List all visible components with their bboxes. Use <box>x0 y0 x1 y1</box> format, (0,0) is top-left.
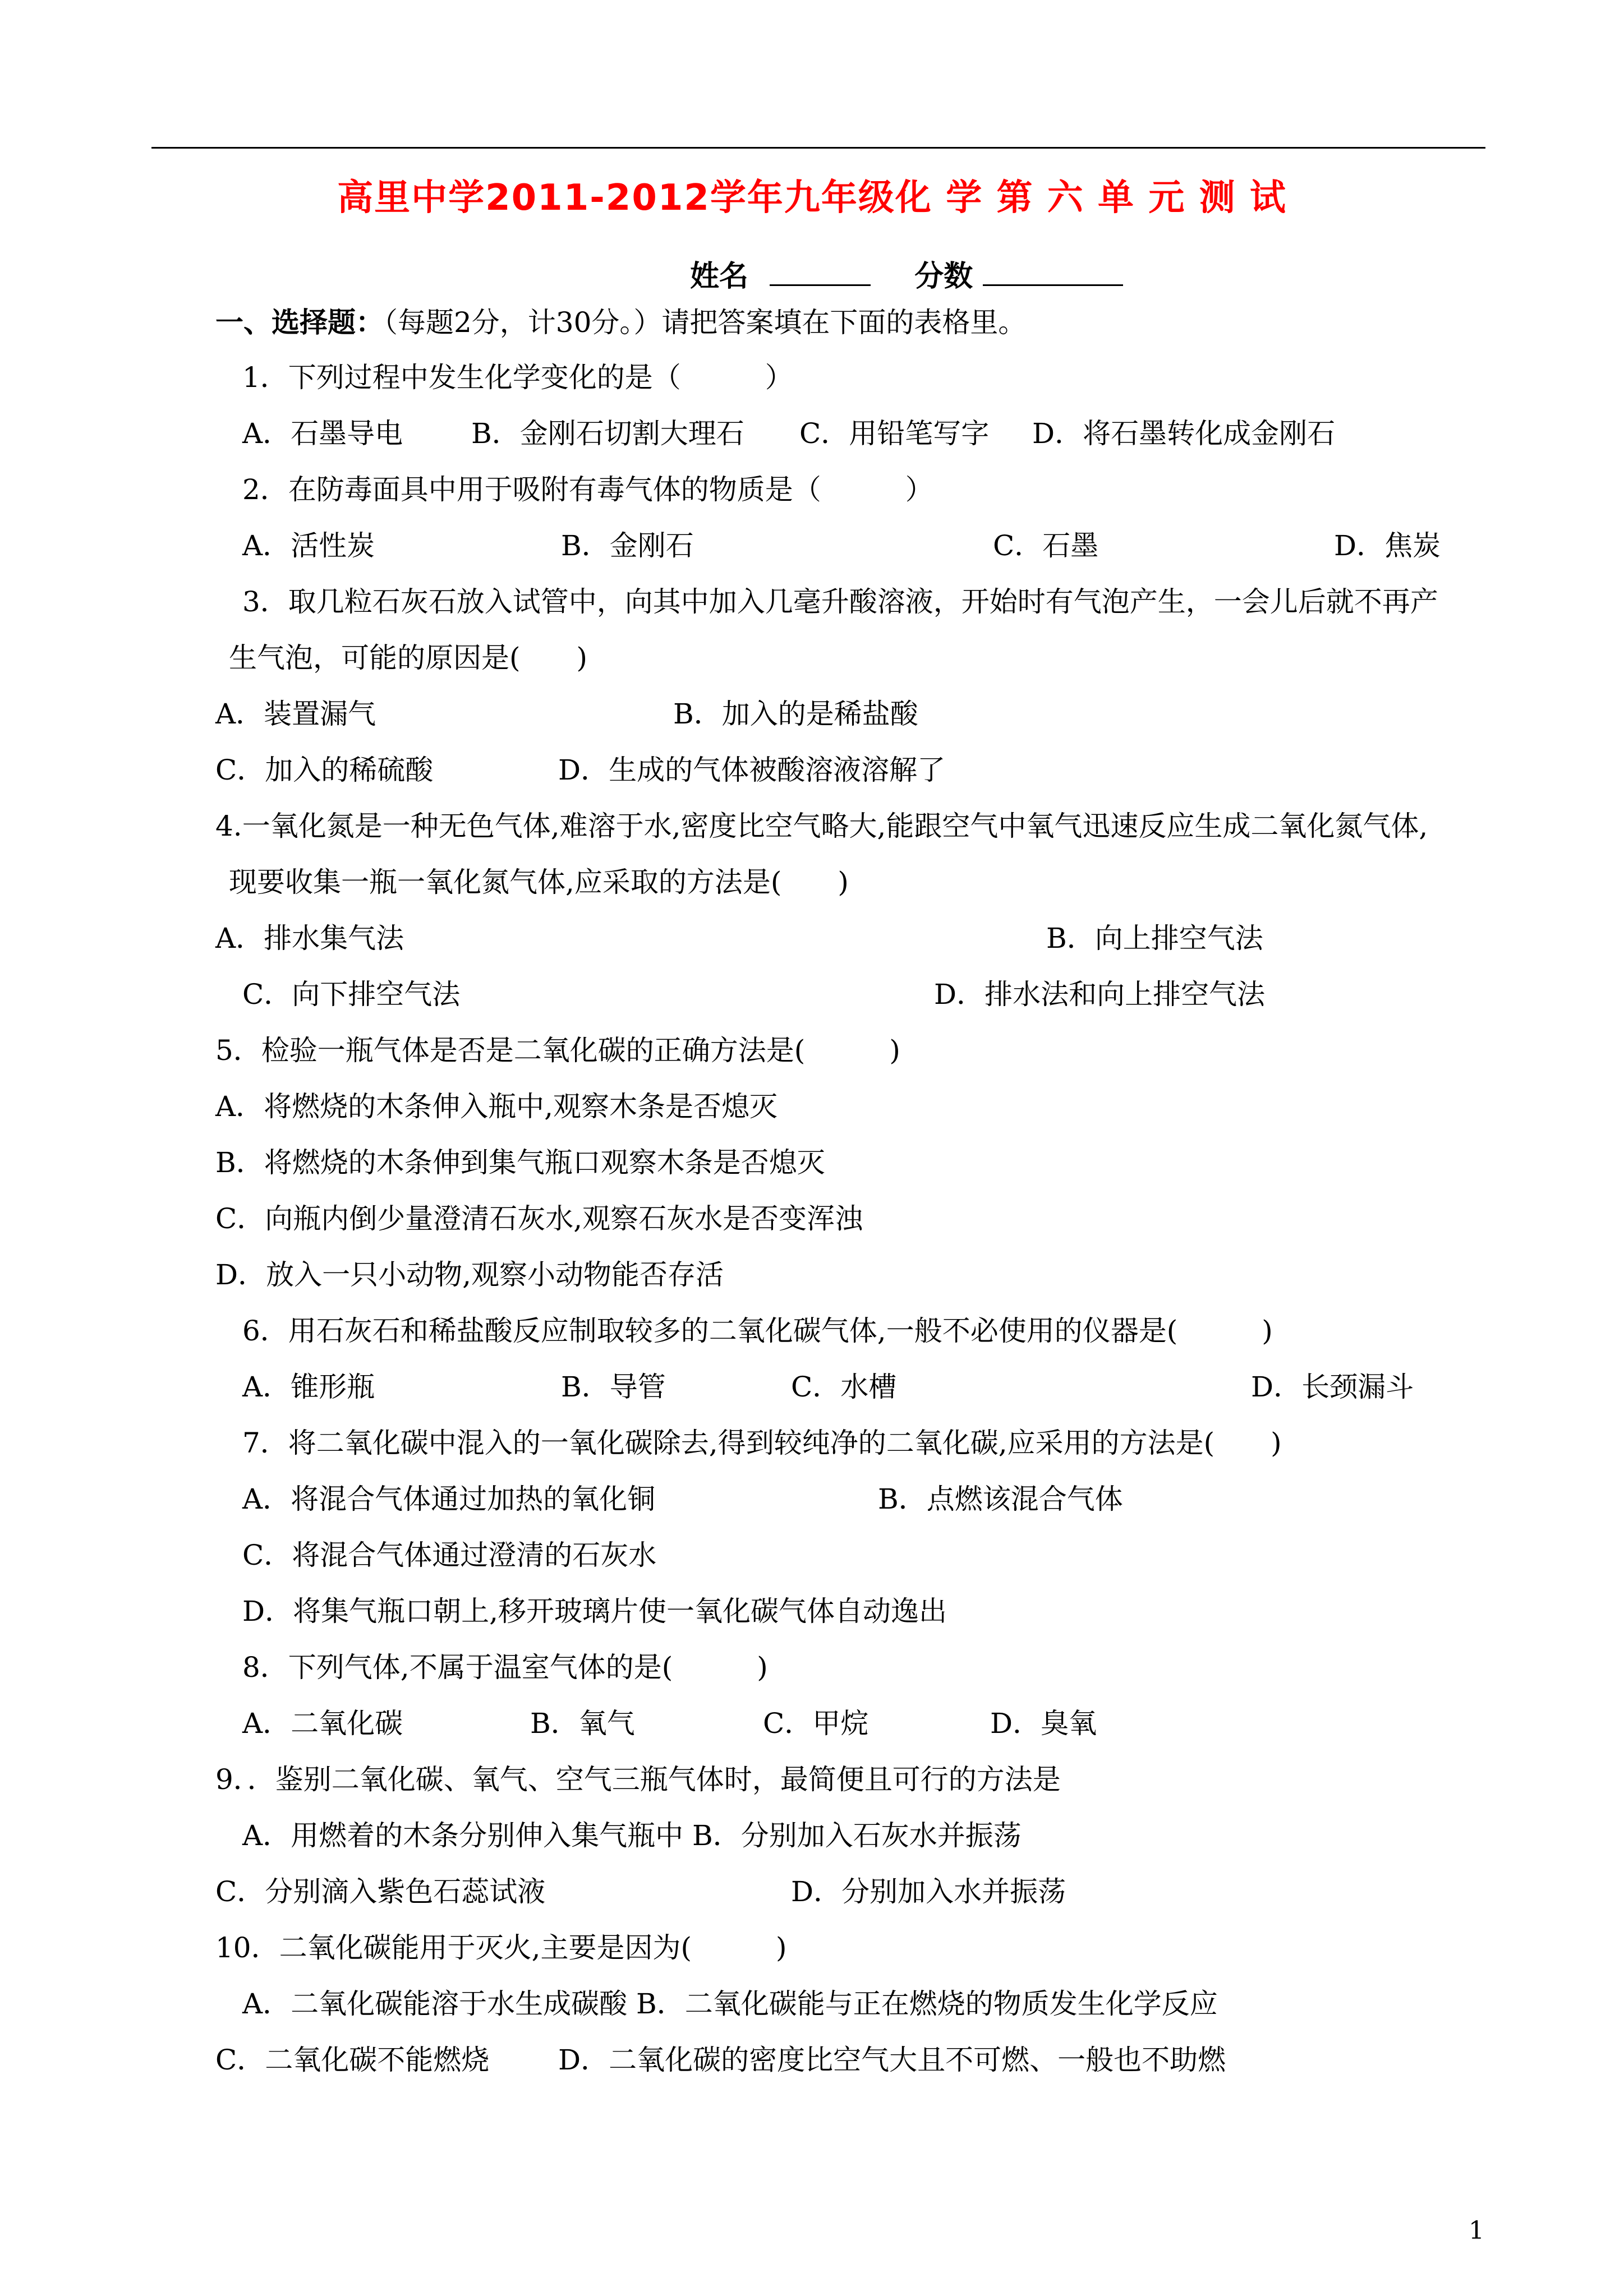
question-stem: 1．下列过程中发生化学变化的是（ ） <box>242 361 793 394</box>
question-stem: 10．二氧化碳能用于灭火,主要是因为( ) <box>215 1931 787 1964</box>
question-stem: 3．取几粒石灰石放入试管中，向其中加入几毫升酸溶液，开始时有气泡产生，一会儿后就不再产 <box>242 585 1438 618</box>
option[interactable]: C．向下排空气法 <box>242 978 461 1011</box>
option[interactable]: C．将混合气体通过澄清的石灰水 <box>242 1539 657 1571</box>
page-number: 1 <box>1469 2216 1484 2245</box>
option[interactable]: C．分别滴入紫色石蕊试液 <box>215 1875 546 1908</box>
name-score-row <box>690 255 1123 296</box>
score-label: 分数 <box>914 260 973 293</box>
option[interactable]: B．将燃烧的木条伸到集气瓶口观察木条是否熄灭 <box>215 1146 825 1179</box>
option[interactable]: D．将石墨转化成金刚石 <box>1032 417 1336 450</box>
question-stem: 5．检验一瓶气体是否是二氧化碳的正确方法是( ) <box>215 1034 900 1067</box>
option[interactable]: A．活性炭 <box>242 529 375 562</box>
option[interactable]: A．石墨导电 <box>242 417 403 450</box>
option[interactable]: D．长颈漏斗 <box>1251 1371 1414 1403</box>
option[interactable]: C．加入的稀硫酸 <box>215 754 434 786</box>
option[interactable]: A．用燃着的木条分别伸入集气瓶中 B．分别加入石灰水并振荡 <box>242 1819 1022 1852</box>
option[interactable]: D．排水法和向上排空气法 <box>934 978 1266 1011</box>
option[interactable]: A．将燃烧的木条伸入瓶中,观察木条是否熄灭 <box>215 1090 778 1123</box>
section-heading-row <box>215 303 1026 342</box>
option[interactable]: D．分别加入水并振荡 <box>791 1875 1066 1908</box>
option[interactable]: A．将混合气体通过加热的氧化铜 <box>242 1483 656 1515</box>
option[interactable]: C．水槽 <box>791 1371 897 1403</box>
option[interactable]: D．臭氧 <box>990 1707 1097 1740</box>
option[interactable]: B．向上排空气法 <box>1046 922 1263 955</box>
option[interactable]: A．锥形瓶 <box>242 1371 375 1403</box>
option[interactable]: B．导管 <box>561 1371 666 1403</box>
option[interactable]: B．点燃该混合气体 <box>878 1483 1123 1515</box>
question-stem: 7．将二氧化碳中混入的一氧化碳除去,得到较纯净的二氧化碳,应采用的方法是( ) <box>242 1427 1282 1459</box>
option[interactable]: C．二氧化碳不能燃烧 <box>215 2044 490 2076</box>
page-title: 高里中学2011-2012学年九年级化 学 第 六 单 元 测 试 <box>337 177 1287 219</box>
option[interactable]: D．生成的气体被酸溶液溶解了 <box>558 754 946 786</box>
question-stem-continued: 现要收集一瓶一氧化氮气体,应采取的方法是( ) <box>229 866 849 898</box>
option[interactable]: D．将集气瓶口朝上,移开玻璃片使一氧化碳气体自动逸出 <box>242 1595 947 1628</box>
question-stem: 2．在防毒面具中用于吸附有毒气体的物质是（ ） <box>242 473 933 506</box>
question-stem: 8．下列气体,不属于温室气体的是( ) <box>242 1651 768 1684</box>
score-blank[interactable] <box>983 255 1123 286</box>
option[interactable]: C．甲烷 <box>763 1707 869 1740</box>
option[interactable]: D．二氧化碳的密度比空气大且不可燃、一般也不助燃 <box>558 2044 1226 2076</box>
option[interactable]: D．焦炭 <box>1334 529 1441 562</box>
question-stem-continued: 生气泡，可能的原因是( ) <box>229 642 588 674</box>
option[interactable]: A．二氧化碳 <box>242 1707 403 1740</box>
header-rule <box>151 147 1485 149</box>
option[interactable]: A．排水集气法 <box>215 922 404 955</box>
option[interactable]: C．石墨 <box>993 529 1099 562</box>
option[interactable]: B．金刚石切割大理石 <box>471 417 744 450</box>
section-instruction: （每题2分，计30分。）请把答案填在下面的表格里。 <box>384 306 1027 339</box>
name-blank[interactable] <box>770 255 871 286</box>
option[interactable]: B．金刚石 <box>561 529 694 562</box>
option[interactable]: B．氧气 <box>530 1707 635 1740</box>
option[interactable]: C．向瓶内倒少量澄清石灰水,观察石灰水是否变浑浊 <box>215 1202 863 1235</box>
name-label: 姓名 <box>690 260 749 293</box>
section-heading: 一、选择题： <box>215 306 384 339</box>
option[interactable]: A．二氧化碳能溶于水生成碳酸 B．二氧化碳能与正在燃烧的物质发生化学反应 <box>242 1988 1218 2020</box>
option[interactable]: B．加入的是稀盐酸 <box>673 698 918 730</box>
option[interactable]: D．放入一只小动物,观察小动物能否存活 <box>215 1258 724 1291</box>
question-stem: 4.一氧化氮是一种无色气体,难溶于水,密度比空气略大,能跟空气中氧气迅速反应生成二氧化氮气体, <box>215 810 1428 842</box>
question-stem: 6．用石灰石和稀盐酸反应制取较多的二氧化碳气体,一般不必使用的仪器是( ) <box>242 1315 1273 1347</box>
option[interactable]: A．装置漏气 <box>215 698 376 730</box>
option[interactable]: C．用铅笔写字 <box>799 417 990 450</box>
question-stem: 9．．鉴别二氧化碳、氧气、空气三瓶气体时，最简便且可行的方法是 <box>215 1763 1061 1796</box>
